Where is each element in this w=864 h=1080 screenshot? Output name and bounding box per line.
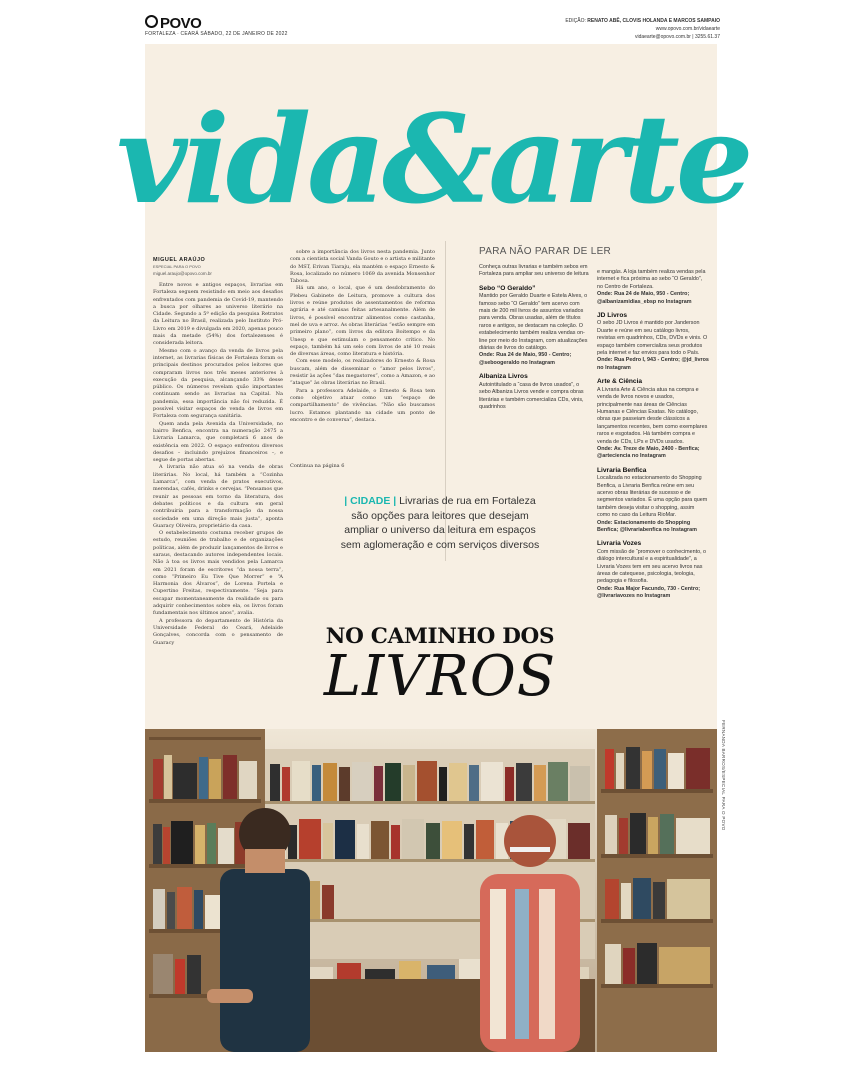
edition-info bbox=[565, 17, 720, 41]
store-item-sebo-geraldo bbox=[479, 285, 589, 367]
store-text: e mangás. A loja também realiza vendas pela internet e fica próxima ao sebo “O Geraldo”, no Centro de Fortaleza. bbox=[597, 269, 706, 290]
article-paragraph: Mesmo com o avanço da venda de livros pela internet, as livrarias físicas de Fortaleza foram os principais destinos procurados pelos leitores que compraram livros nos três meses anteriores à execução da pesquisa, alcançando 33% desse público. Os números revelam quão importantes continuam sendo as livrarias na Capital. Na pandemia, essa importância não foi reduzida. É possível visitar espaços de venda de livros em Fortaleza com segurança sanitária. bbox=[153, 347, 283, 420]
store-text: O sebo JD Livros é mantido por Janderson Duarte e reúne em seu catálogo livros, revistas em quadrinhos, CDs, DVDs e vinis. O espaço também comercializa seus produtos pela internet e faz envios para todo o País. bbox=[597, 320, 708, 357]
article-paragraph: A livraria não atua só na venda de obras literárias. No local, há também a “Cozinha Lamarca”, com venda de pratos executivos, merendas, cafés, drinks e cervejas. “Pensamos que reunir as pessoas em torno da literatura, dos debates políticos e da cultura em geral contribuiria para a transformação da nossa sociedade em uma direção mais justa”, aponta Guaracy Oliveira, proprietário da casa. bbox=[153, 464, 283, 529]
edition-label: EDIÇÃO: bbox=[565, 18, 586, 24]
article-column-2 bbox=[290, 249, 435, 424]
store-name: Sebo “O Geraldo” bbox=[479, 284, 536, 292]
store-text: Autointitulado a “casa de livros usados”, o sebo Albaniza Livros vende e compra obras literárias e também comercializa CDs, vinis, quadrinhos bbox=[479, 381, 584, 410]
store-text: A Livraria Arte & Ciência atua na compra e venda de livros novos e usados, principalmente nas áreas de Ciências Humanas e Ciências Exatas. No catálogo, obras que passeiam desde clássicos a lançamentos recentes, bem como exemplares raros e esgotados. Há também compra e venda de CDs, LPs e DVDs usados. bbox=[597, 386, 708, 445]
store-item-albaniza bbox=[479, 373, 589, 411]
section-contact[interactable]: vidaearte@opovo.com.br | 3255.61.37 bbox=[634, 34, 720, 40]
store-item-livraria-benfica bbox=[597, 467, 709, 535]
deck-text: Livrarias de rua em Fortaleza são opções para leitores que desejam ampliar o universo da leitura em espaços sem aglomeração e com serviços diversos bbox=[340, 495, 540, 551]
sidebar-column-2 bbox=[597, 269, 709, 607]
store-name: Albaniza Livros bbox=[479, 373, 528, 381]
article-paragraph: Há um ano, o local, que é um desdobramento do Plebeu Gabinete de Leitura, promove a cultura dos livros e reúne produtos de assentamentos de reforma agrária e até camisas feitas artesanalmente. Além de livros, é possível encontrar alimentos como castanha, mel de uva e arroz. As obras literárias “estão sempre em primeiro plano”, com livros da editora Boitempo e da Unesp e que estimulam o pensamento crítico. No espaço, também há um selo com livros de até 10 reais de diversas áreas, como literatura e história. bbox=[290, 285, 435, 358]
store-text: Localizada no estacionamento do Shopping Benfica, a Livraria Benfica reúne em seu acervo obras literárias de sucesso e de segmentos variados. É uma opção para quem também deseja visitar o shopping, assim como no caso da Leitura RioMar. bbox=[597, 475, 708, 519]
store-name: Arte & Ciência bbox=[597, 378, 643, 386]
store-name: Livraria Vozes bbox=[597, 540, 642, 548]
store-address: Onde: Rua Pedro I, 943 - Centro; @jd_livros no Instagram bbox=[597, 357, 709, 371]
store-name: Livraria Benfica bbox=[597, 466, 647, 474]
store-text: Mantido por Geraldo Duarte e Estela Alves, o famoso sebo “O Geraldo” tem acervo com mais de 200 mil livros de assuntos variados para venda. Obras usadas, além de títulos raros e antigos, se destacam na coleção. O estabelecimento também realiza vendas on-line por meio do Instagram, com atualizações diárias de livros do catálogo. bbox=[479, 293, 588, 352]
store-address: Onde: Rua Major Facundo, 730 - Centro; @livrariavozes no Instagram bbox=[597, 585, 701, 600]
article-column-1 bbox=[153, 282, 283, 647]
article-paragraph: Quem anda pela Avenida da Universidade, no bairro Benfica, encontra na numeração 2475 a Livraria Lamarca, que completará 6 anos de existência em 2022. O espaço enfrentou diversos desafios – incluindo prejuízos financeiros –, e segue de portas abertas. bbox=[153, 420, 283, 464]
article-paragraph: sobre a importância dos livros nesta pandemia. Junto com a cientista social Vanda Gouto e o artista e militante do MST, Erivan Tiaraju, ela mantém o espaço Ernesto & Rosa, localizado no número 1069 da avenida Monsenhor Tabosa. bbox=[290, 249, 435, 285]
store-address: Onde: Av. Treze de Maio, 2400 - Benfica; @arteciencia no Instagram bbox=[597, 445, 700, 460]
section-title-lettering bbox=[116, 84, 750, 234]
article-paragraph: O estabelecimento costuma receber grupos de estudo, reuniões de trabalho e de organizações políticas, além de produzir lançamentos de livros e saraus, destacando autores independentes locais. Não à toa os livros mais vendidos pela Lamarca em 2021 foram de escritores “da nossa terra”, como “Primeiro Eu Tive Que Morrer” e “A Harmonia dos Álvaros”, de Lorena Portela e Cupertino Freitas, respectivamente. “Seja para escapar momentaneamente da realidade ou para adquirir conhecimentos sobre ela, os livros foram fundamentais nos últimos anos”, avalia. bbox=[153, 530, 283, 617]
headline-line-2: LIVROS bbox=[323, 644, 557, 709]
byline-email[interactable]: miguel.araujo@opovo.com.br bbox=[153, 271, 212, 276]
headline-line-1: NO CAMINHO DOS bbox=[325, 624, 555, 649]
store-address: Onde: Estacionamento do Shopping Benfica; @livrariabenfica no Instagram bbox=[597, 519, 697, 533]
store-item-albaniza-cont bbox=[597, 269, 709, 306]
sidebar-column-1 bbox=[479, 264, 589, 417]
article-paragraph: Para a professora Adelaide, o Ernesto & Rosa tem como objetivo atuar como um “espaço de compartilhamento” de vivências. “Não são buscamos lucro. Estamos plantando na cidade um ponto de encontro e de conversa”, destaca. bbox=[290, 387, 435, 423]
article-paragraph: Com esse modelo, os realizadores do Ernesto & Rosa buscam, além de disseminar o “amor pelos livros”, resistir às ações “das megastores”, como a Amazon, e ao “ataque” às obras literárias no Brasil. bbox=[290, 358, 435, 387]
store-name: JD Livros bbox=[597, 312, 628, 320]
section-title: vida&arte bbox=[116, 87, 750, 231]
store-item-livraria-vozes bbox=[597, 540, 709, 600]
edition-names: RENATO ABÊ, CLOVIS HOLANDA E MARCOS SAMPAIO bbox=[587, 18, 720, 24]
article-paragraph: A professora do departamento de História da Universidade Federal do Ceará, Adelaide Gonçalves, concorda com o pensamento de Guaracy bbox=[153, 617, 283, 646]
sidebar-title: PARA NÃO PARAR DE LER bbox=[479, 246, 612, 257]
logo-ring-icon bbox=[145, 15, 158, 28]
bookstore-photo bbox=[145, 729, 717, 1052]
article-paragraph: Entre novos e antigos espaços, livrarias em Fortaleza seguem resistindo em meio aos desafios enfrentados com pandemia de Covid-19, mantendo a busca por olhares ao universo literário na Cidade. Segundo a 5ª edição da pesquisa Retratos da Leitura no Brasil, realizada pelo Instituto Pró-Livro em 2019 e divulgada em 2020, apenas pouco mais da metade (54%) dos fortalezenses é considerada leitora. bbox=[153, 282, 283, 347]
article-deck bbox=[340, 494, 540, 552]
section-site[interactable]: www.opovo.com.br/vidaearte bbox=[655, 26, 720, 32]
store-item-jd-livros bbox=[597, 312, 709, 372]
byline-role: ESPECIAL PARA O POVO bbox=[153, 264, 201, 269]
byline-name: MIGUEL ARAÚJO bbox=[153, 257, 206, 263]
photo-credit: FERNANDA BARROS/ESPECIAL PARA O POVO bbox=[721, 720, 726, 831]
newspaper-logo[interactable]: POVO bbox=[145, 15, 201, 32]
store-item-arte-ciencia bbox=[597, 378, 709, 460]
store-address: Onde: Rua 24 de Maio, 950 - Centro; @albanizamidias_ebsp no Instagram bbox=[597, 291, 692, 305]
store-text: Com missão de “promover o conhecimento, o diálogo intercultural e a espiritualidade”, a Livraria Vozes tem em seu acervo livros nas áreas de catequese, psicologia, teologia, pedagogia e filosofia. bbox=[597, 548, 707, 585]
section-kicker[interactable]: | CIDADE | bbox=[344, 495, 397, 507]
sidebar-intro: Conheça outras livrarias e também sebos em Fortaleza para ampliar seu universo de leitura bbox=[479, 264, 589, 278]
continue-note[interactable]: Continua na página 6 bbox=[290, 463, 345, 469]
store-address: Onde: Rua 24 de Maio, 950 - Centro; @seboogeraldo no Instagram bbox=[479, 352, 572, 366]
dateline: FORTALEZA · CEARÁ SÁBADO, 22 DE JANEIRO DE 2022 bbox=[145, 31, 288, 37]
